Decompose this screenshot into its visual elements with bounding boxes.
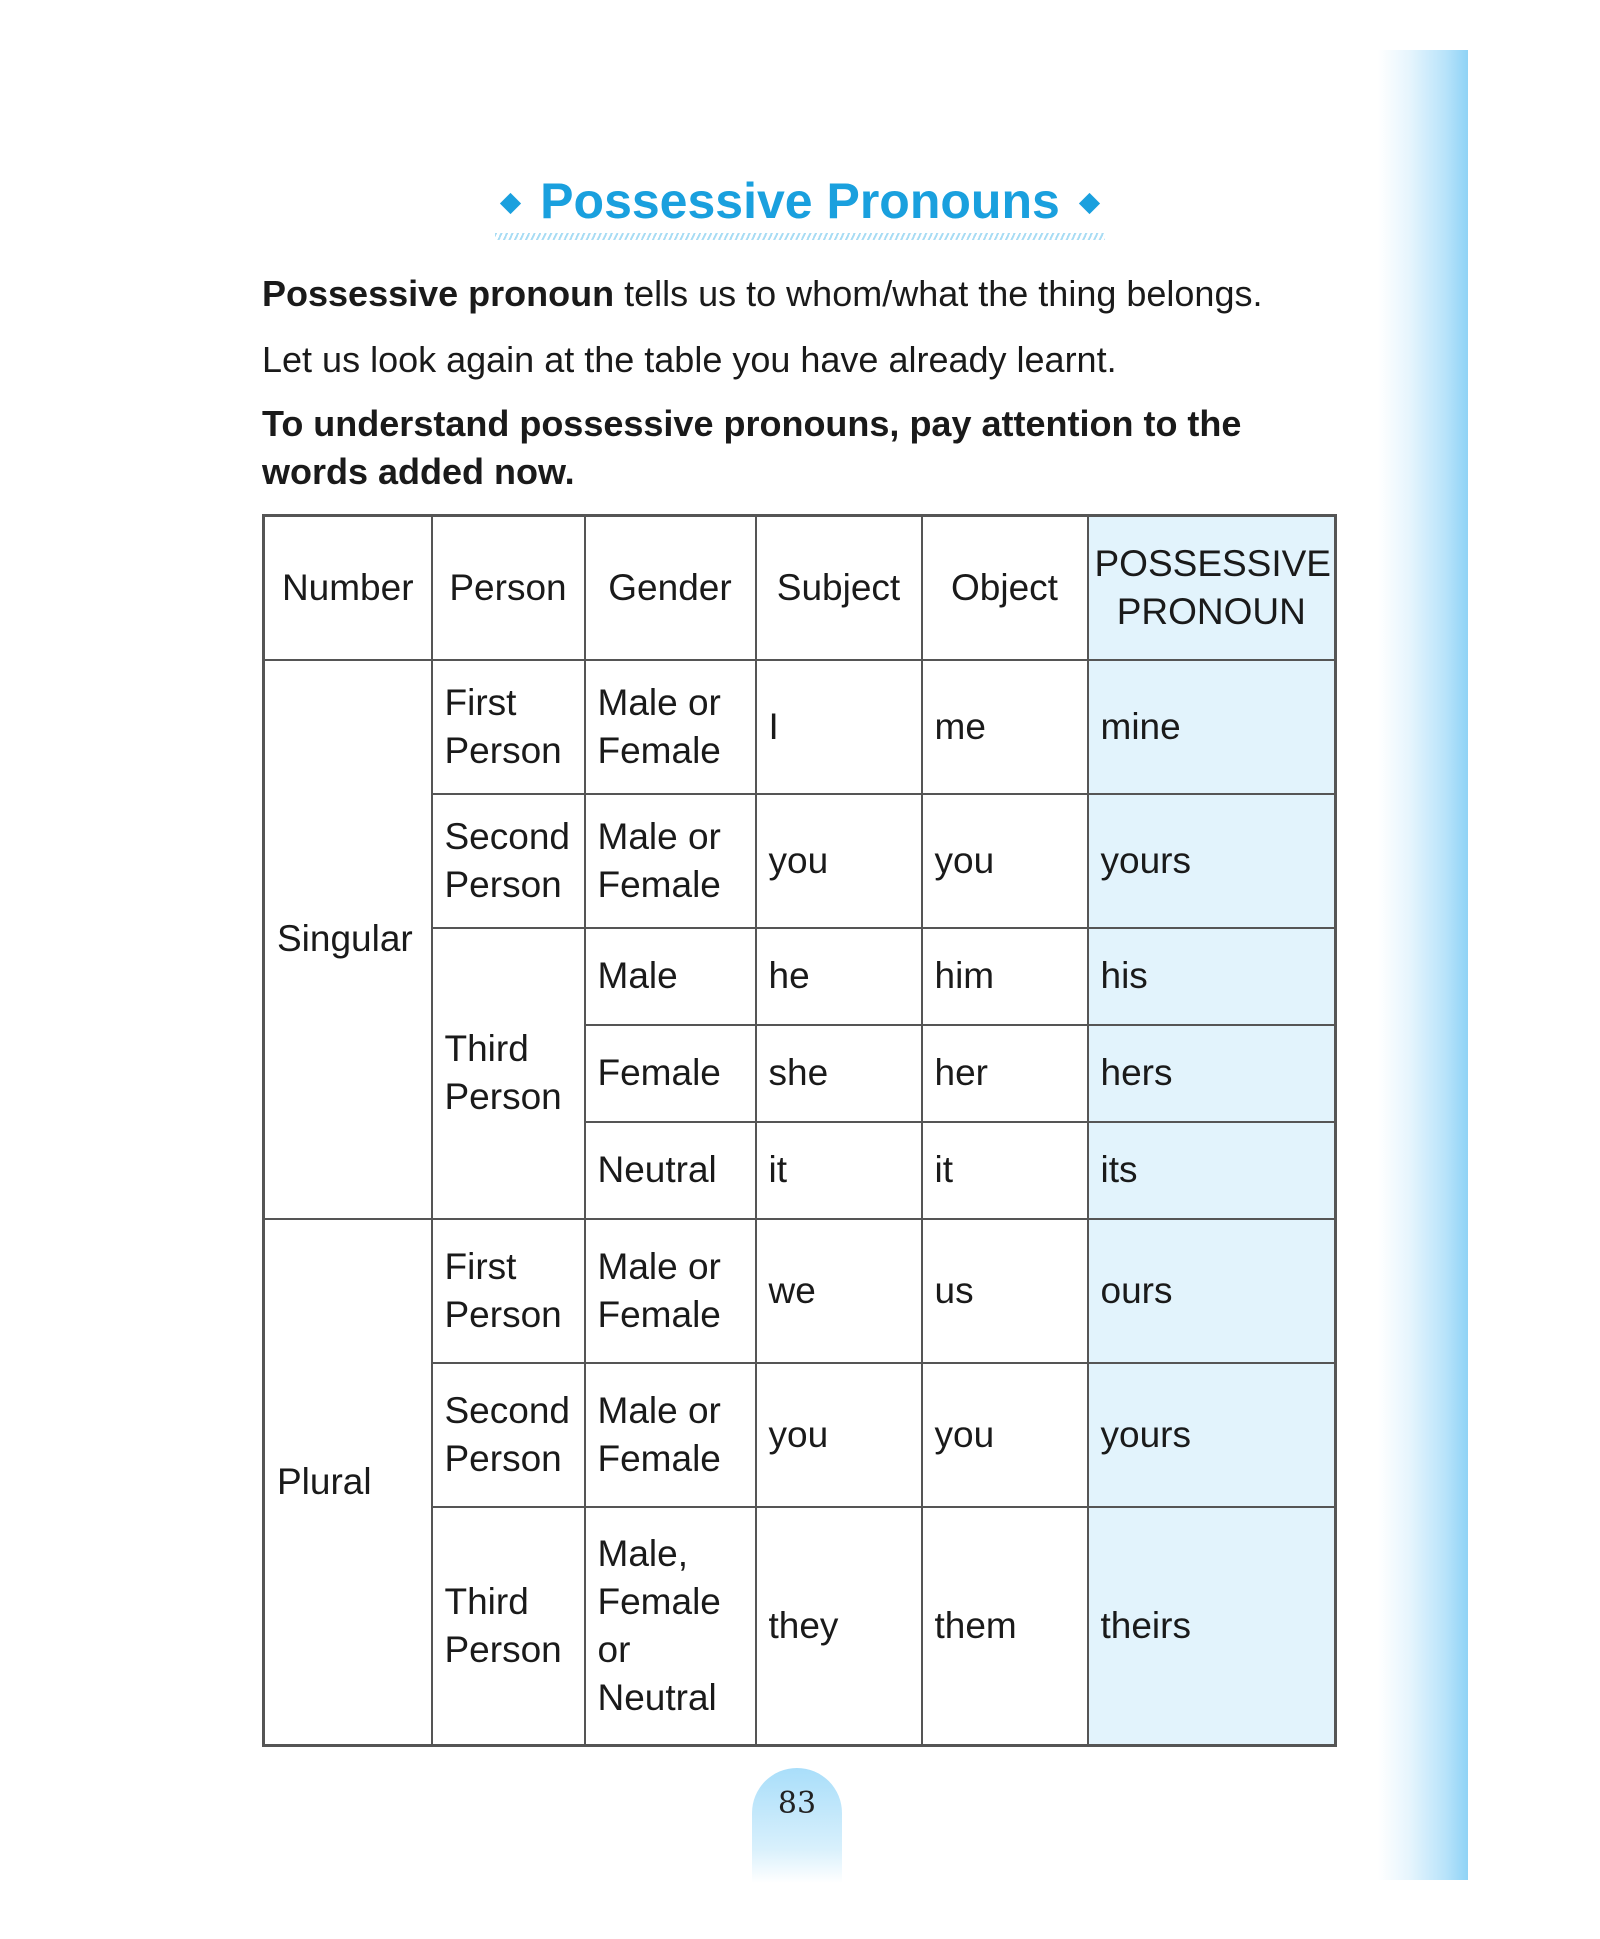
header-gender: Gender xyxy=(585,516,756,660)
definition-paragraph xyxy=(262,270,1342,318)
title-block xyxy=(0,172,1600,240)
title-underline xyxy=(495,233,1105,240)
gender-cell: Female xyxy=(585,1025,756,1122)
review-paragraph: Let us look again at the table you have already learnt. xyxy=(262,339,1117,380)
possessive-cell: its xyxy=(1088,1122,1336,1219)
person-cell: Third Person xyxy=(432,928,585,1219)
person-cell: Second Person xyxy=(432,1363,585,1507)
person-cell: Third Person xyxy=(432,1507,585,1746)
object-cell: her xyxy=(922,1025,1088,1122)
page-title: Possessive Pronouns xyxy=(540,173,1060,229)
header-row xyxy=(264,516,1336,660)
possessive-cell: his xyxy=(1088,928,1336,1025)
instruction-paragraph: To understand possessive pronouns, pay attention to the words added now. xyxy=(262,403,1242,492)
table-row xyxy=(264,660,1336,794)
diamond-left-icon xyxy=(500,192,521,213)
subject-cell: we xyxy=(756,1219,922,1363)
number-cell-plural: Plural xyxy=(264,1219,432,1746)
page-number-tab xyxy=(752,1768,842,1883)
person-cell: First Person xyxy=(432,1219,585,1363)
subject-cell: you xyxy=(756,1363,922,1507)
object-cell: you xyxy=(922,794,1088,928)
possessive-cell: hers xyxy=(1088,1025,1336,1122)
object-cell: us xyxy=(922,1219,1088,1363)
possessive-cell: theirs xyxy=(1088,1507,1336,1746)
header-number: Number xyxy=(264,516,432,660)
number-cell-singular: Singular xyxy=(264,660,432,1219)
possessive-cell: ours xyxy=(1088,1219,1336,1363)
header-person: Person xyxy=(432,516,585,660)
possessive-cell: yours xyxy=(1088,1363,1336,1507)
gender-cell: Male, Female or Neutral xyxy=(585,1507,756,1746)
pronoun-table xyxy=(262,514,1337,1747)
gender-cell: Male or Female xyxy=(585,794,756,928)
table-row xyxy=(264,1219,1336,1363)
subject-cell: he xyxy=(756,928,922,1025)
subject-cell: I xyxy=(756,660,922,794)
object-cell: it xyxy=(922,1122,1088,1219)
gender-cell: Male or Female xyxy=(585,660,756,794)
gender-cell: Neutral xyxy=(585,1122,756,1219)
subject-cell: it xyxy=(756,1122,922,1219)
header-subject: Subject xyxy=(756,516,922,660)
page-number: 83 xyxy=(777,1786,817,1821)
title-inner xyxy=(495,172,1105,240)
header-object: Object xyxy=(922,516,1088,660)
person-cell: First Person xyxy=(432,660,585,794)
subject-cell: you xyxy=(756,794,922,928)
header-possessive: POSSESSIVE PRONOUN xyxy=(1088,516,1336,660)
gender-cell: Male or Female xyxy=(585,1219,756,1363)
object-cell: him xyxy=(922,928,1088,1025)
possessive-cell: mine xyxy=(1088,660,1336,794)
gender-cell: Male xyxy=(585,928,756,1025)
gender-cell: Male or Female xyxy=(585,1363,756,1507)
diamond-right-icon xyxy=(1079,192,1100,213)
definition-text: tells us to whom/what the thing belongs. xyxy=(614,273,1263,314)
person-cell: Second Person xyxy=(432,794,585,928)
subject-cell: she xyxy=(756,1025,922,1122)
object-cell: you xyxy=(922,1363,1088,1507)
object-cell: them xyxy=(922,1507,1088,1746)
subject-cell: they xyxy=(756,1507,922,1746)
side-decorative-band xyxy=(1378,50,1468,1880)
definition-term: Possessive pronoun xyxy=(262,273,615,314)
object-cell: me xyxy=(922,660,1088,794)
possessive-cell: yours xyxy=(1088,794,1336,928)
